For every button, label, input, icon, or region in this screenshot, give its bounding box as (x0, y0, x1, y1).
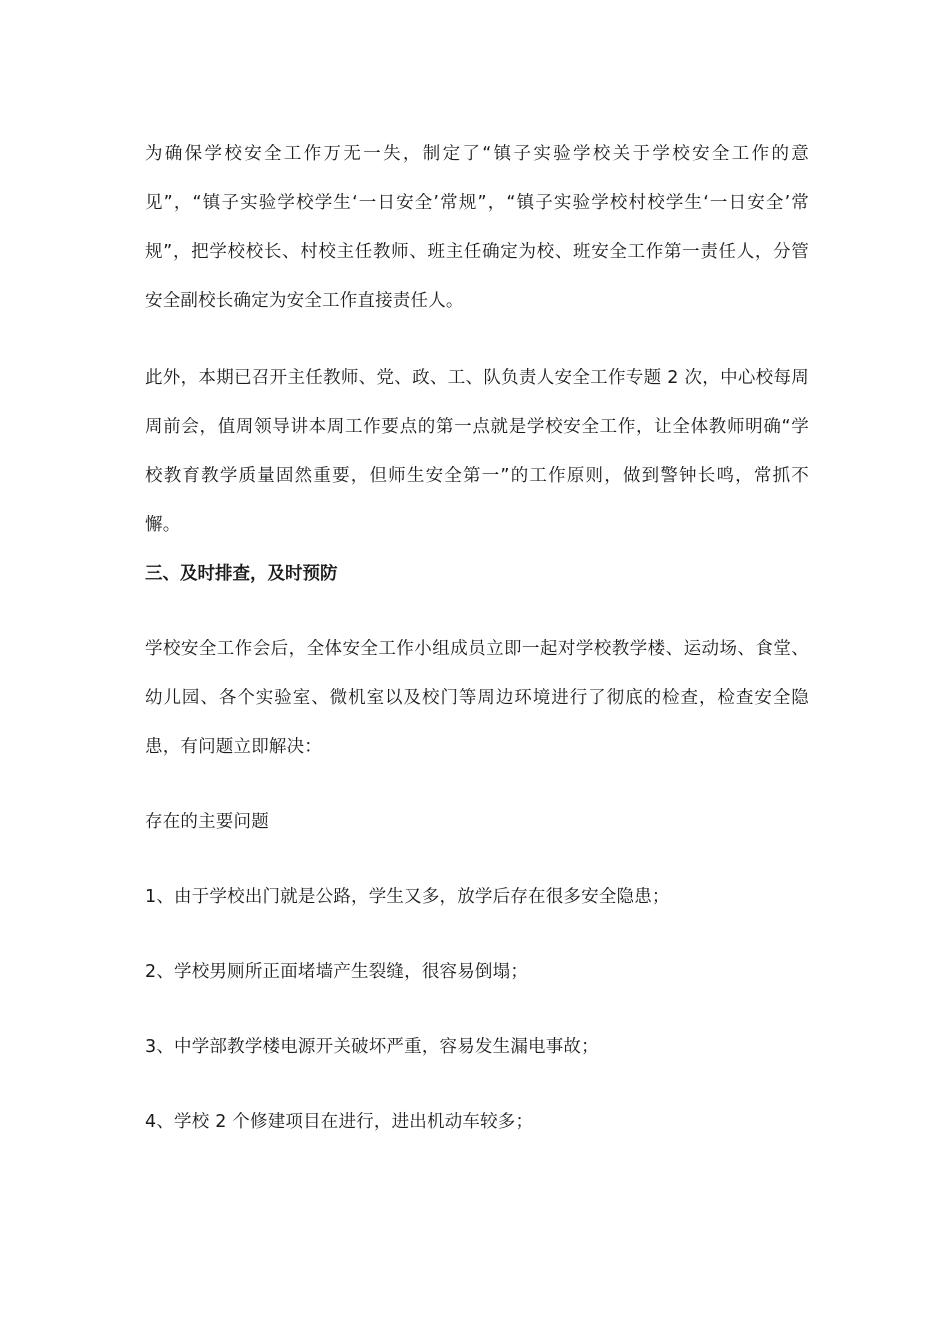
issue-item-4: 4、学校 2 个修建项目在进行，进出机动车较多； (145, 1112, 534, 1132)
paragraph-safety-responsibility: 为确保学校安全工作万无一失，制定了“镇子实验学校关于学校安全工作的意见”，“镇子实验学校学生‘一日安全’常规”，“镇子实验学校村校学生‘一日安全’常规”，把学校校长、村校主任教师、班主任确定为校、班安全工作第一责任人，分管安全副校长确定为安全工作直接责任人。 (145, 144, 809, 311)
issue-item-2: 2、学校男厕所正面堵墙产生裂缝，很容易倒塌； (145, 962, 529, 982)
document-page (145, 130, 809, 1147)
issue-item-3: 3、中学部教学楼电源开关破坏严重，容易发生漏电事故； (145, 1037, 599, 1057)
issue-item-1: 1、由于学校出门就是公路，学生又多，放学后存在很多安全隐患； (145, 887, 670, 907)
paragraph-inspection: 学校安全工作会后，全体安全工作小组成员立即一起对学校教学楼、运动场、食堂、幼儿园、各个实验室、微机室以及校门等周边环境进行了彻底的检查，检查安全隐患，有问题立即解决： (145, 639, 809, 757)
issues-title: 存在的主要问题 (145, 812, 269, 832)
section-heading-3: 三、及时排查，及时预防 (145, 564, 338, 584)
paragraph-safety-meetings: 此外，本期已召开主任教师、党、政、工、队负责人安全工作专题 2 次，中心校每周周前会，值周领导讲本周工作要点的第一点就是学校安全工作，让全体教师明确“学校教育教学质量固然重要，但师生安全第一”的工作原则，做到警钟长鸣，常抓不懈。 (145, 368, 809, 535)
